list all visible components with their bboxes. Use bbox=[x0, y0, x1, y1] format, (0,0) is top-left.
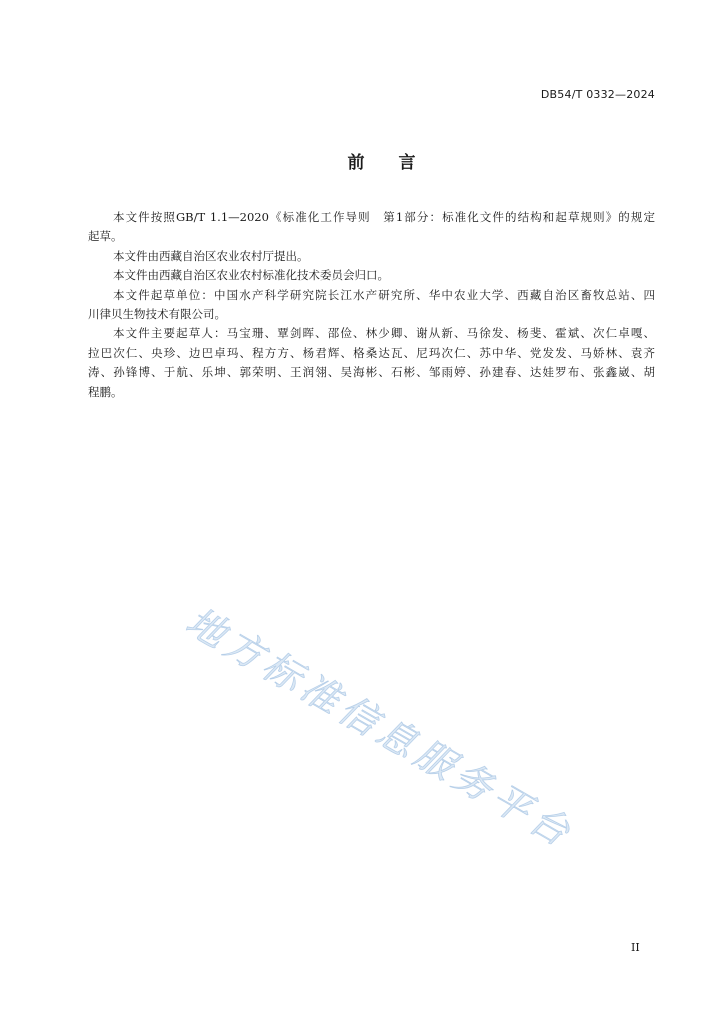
paragraph-line: 本文件主要起草人：马宝珊、覃剑晖、邵俭、林少卿、谢从新、马徐发、杨斐、霍斌、次仁卓嘎、 bbox=[113, 326, 655, 341]
page-number: II bbox=[631, 941, 640, 954]
paragraph-line: 拉巴次仁、央珍、边巴卓玛、程方方、杨君辉、格桑达瓦、尼玛次仁、苏中华、党发发、马娇林、袁齐 bbox=[88, 345, 655, 360]
paragraph-line: 本文件起草单位：中国水产科学研究院长江水产研究所、华中农业大学、西藏自治区畜牧总站、四 bbox=[113, 287, 655, 302]
standard-code: DB54/T 0332—2024 bbox=[540, 88, 655, 101]
paragraph-line: 本文件由西藏自治区农业农村厅提出。 bbox=[113, 248, 309, 263]
paragraph-line: 程鹏。 bbox=[88, 384, 123, 399]
paragraph-drafting-units bbox=[88, 286, 655, 325]
paragraph-line: 涛、孙锋博、于航、乐坤、郭荣明、王润翎、吴海彬、石彬、邹雨婷、孙建春、达娃罗布、张鑫崴、胡 bbox=[88, 365, 655, 380]
paragraph-drafting-rules bbox=[88, 208, 655, 247]
paragraph-line: 本文件由西藏自治区农业农村标准化技术委员会归口。 bbox=[113, 268, 389, 283]
foreword-body bbox=[88, 208, 655, 402]
paragraph-proposer bbox=[88, 247, 655, 266]
paragraph-line: 本文件按照GB/T 1.1—2020《标准化工作导则 第1部分：标准化文件的结构和起草规则》的规定 bbox=[113, 210, 655, 224]
paragraph-line: 起草。 bbox=[88, 229, 123, 244]
page-title: 前 言 bbox=[347, 153, 416, 173]
watermark: 地方标准信息服务平台 bbox=[178, 598, 582, 858]
paragraph-drafters bbox=[88, 324, 655, 402]
paragraph-line: 川律贝生物技术有限公司。 bbox=[88, 306, 226, 321]
paragraph-centralized-unit bbox=[88, 266, 655, 285]
